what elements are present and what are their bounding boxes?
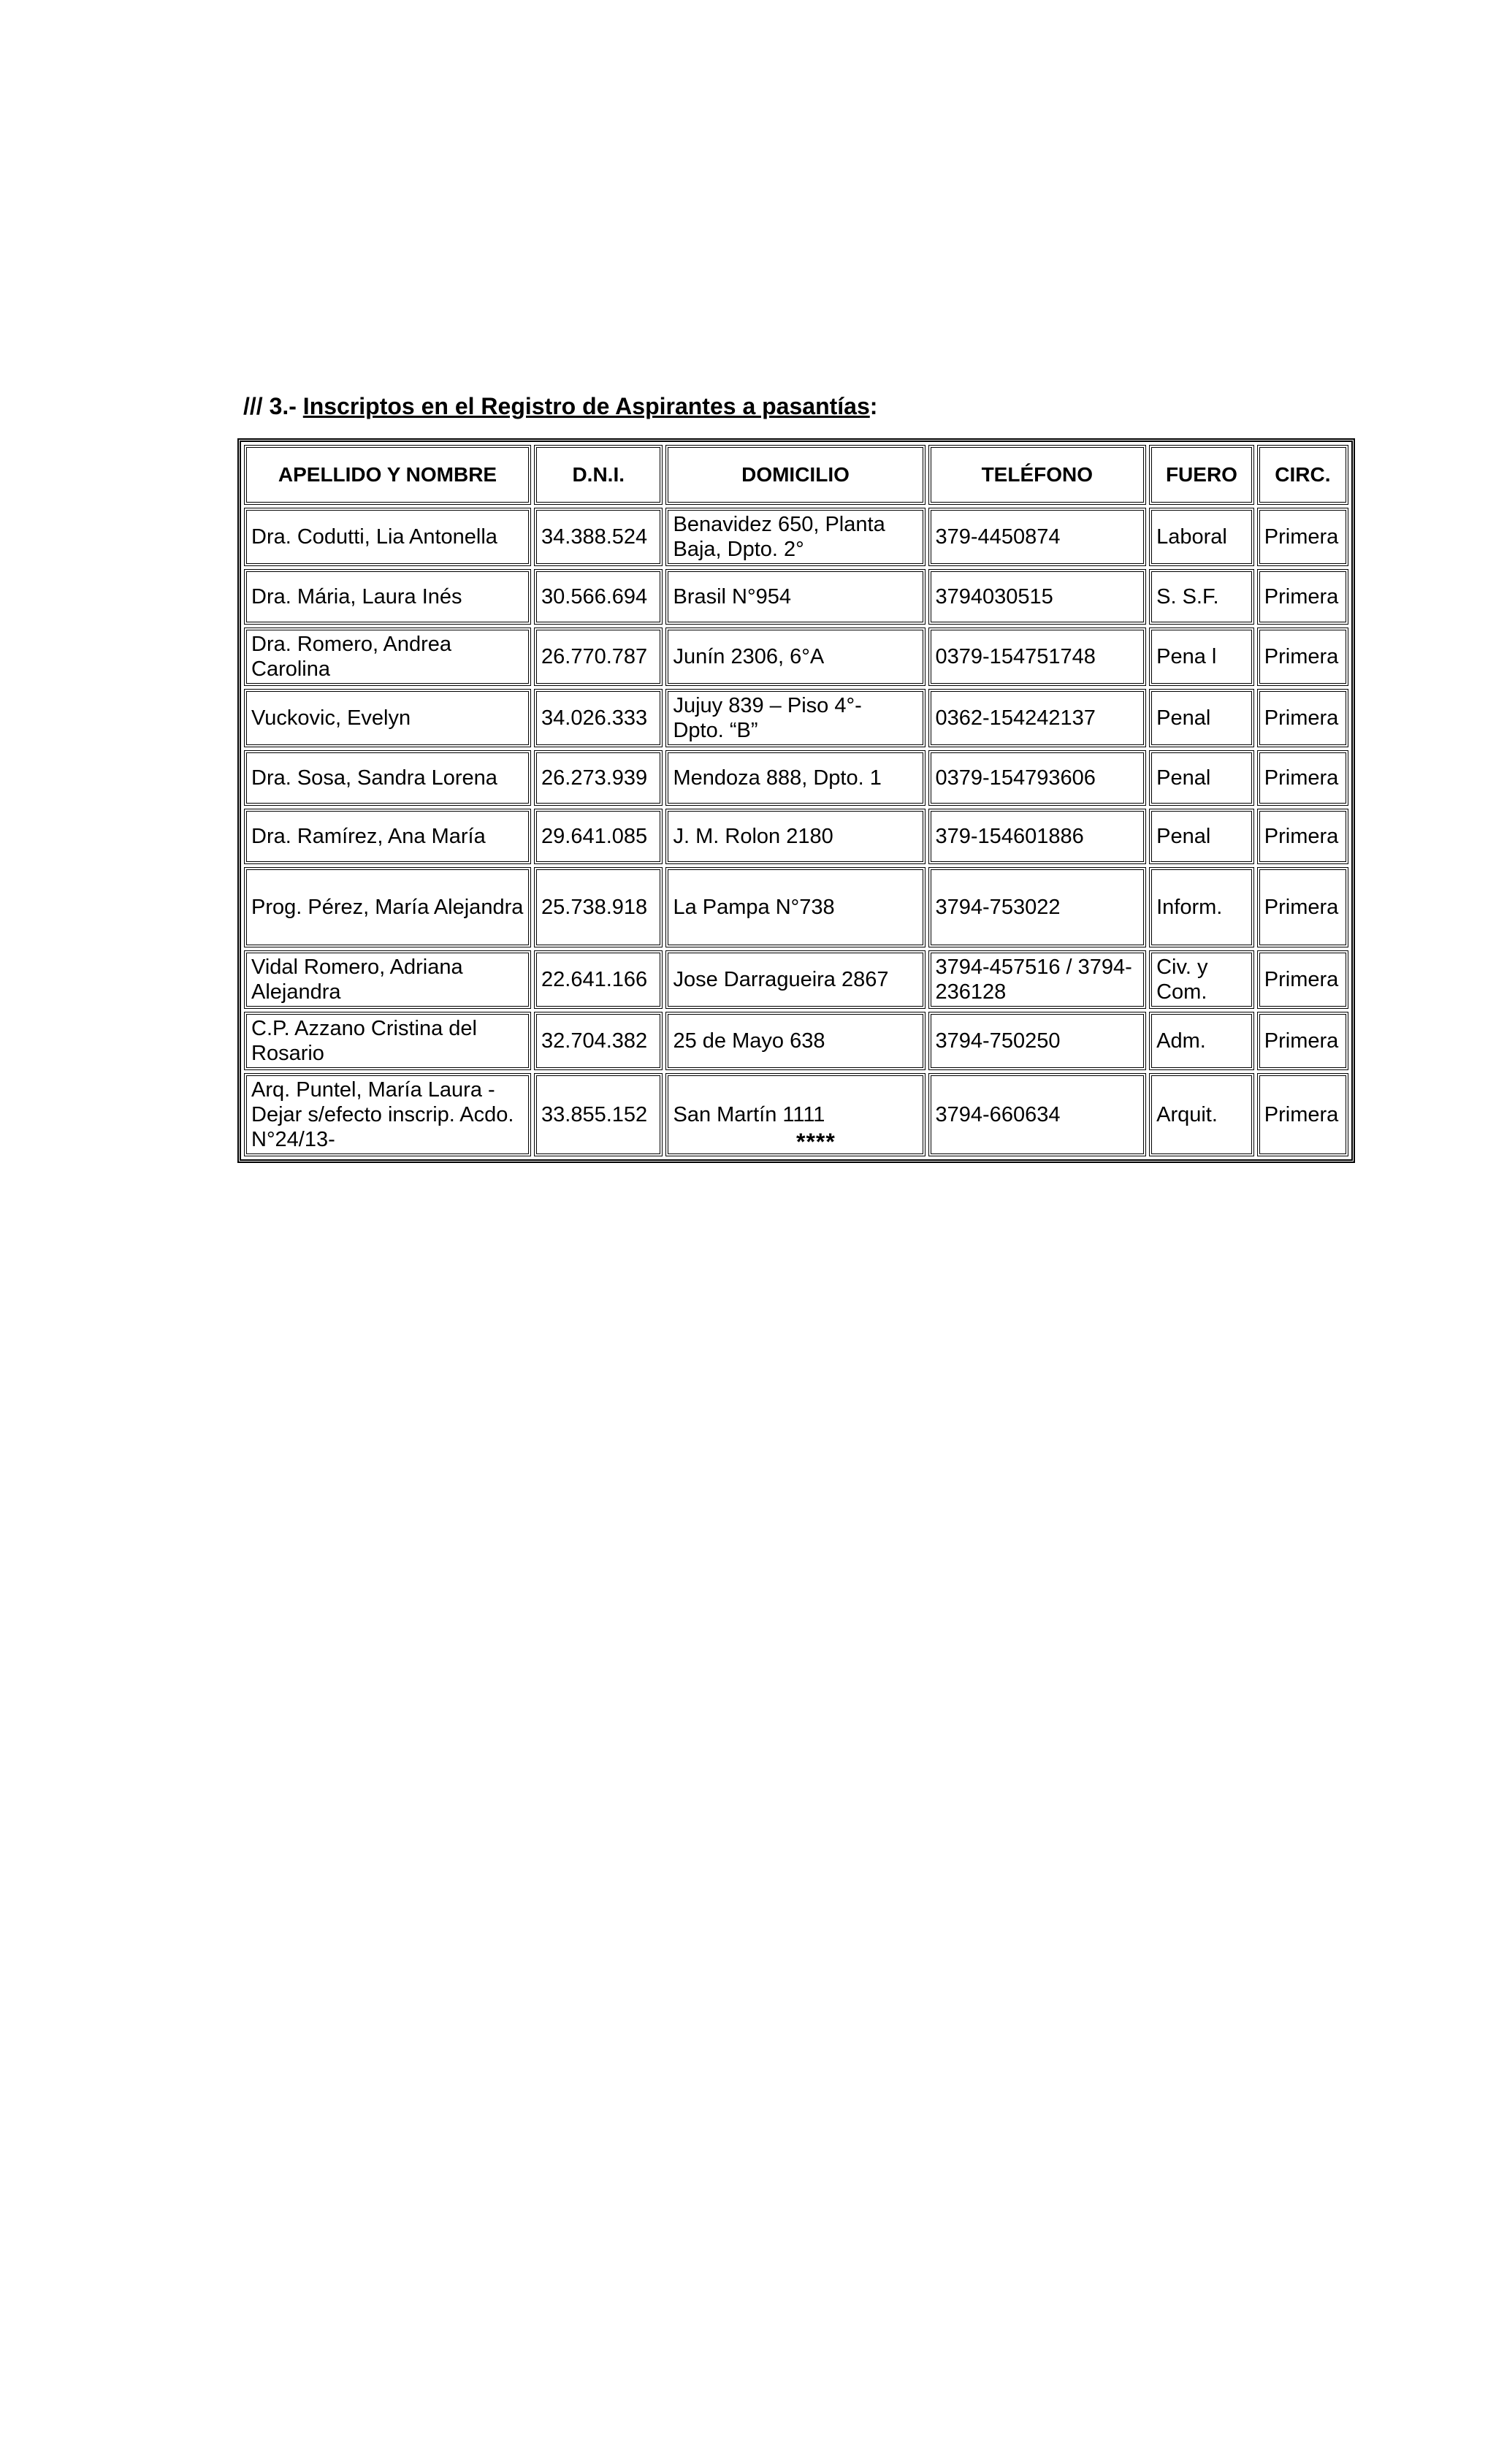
cell-circuit: Primera	[1257, 569, 1348, 625]
cell-dni: 26.273.939	[534, 750, 663, 806]
cell-jurisdiction: Inform.	[1149, 867, 1254, 947]
table-row	[244, 689, 1348, 747]
registry-table	[237, 438, 1355, 1163]
cell-address: San Martín 1111	[665, 1073, 925, 1156]
table-row	[244, 950, 1348, 1009]
cell-name: Dra. Mária, Laura Inés	[244, 569, 531, 625]
table-row	[244, 750, 1348, 806]
cell-jurisdiction: Penal	[1149, 809, 1254, 864]
cell-dni: 25.738.918	[534, 867, 663, 947]
table-row	[244, 628, 1348, 686]
cell-dni: 32.704.382	[534, 1012, 663, 1070]
cell-name: Vidal Romero, Adriana Alejandra	[244, 950, 531, 1009]
cell-name: Dra. Sosa, Sandra Lorena	[244, 750, 531, 806]
cell-dni: 34.026.333	[534, 689, 663, 747]
cell-address: Jose Darragueira 2867	[665, 950, 925, 1009]
cell-address: J. M. Rolon 2180	[665, 809, 925, 864]
cell-phone: 379-154601886	[928, 809, 1147, 864]
cell-name: Dra. Codutti, Lia Antonella	[244, 508, 531, 566]
cell-name: Prog. Pérez, María Alejandra	[244, 867, 531, 947]
cell-phone: 379-4450874	[928, 508, 1147, 566]
cell-jurisdiction: Penal	[1149, 750, 1254, 806]
header-cell-name: APELLIDO Y NOMBRE	[244, 445, 531, 505]
cell-name: C.P. Azzano Cristina del Rosario	[244, 1012, 531, 1070]
table-row	[244, 569, 1348, 625]
heading-prefix: /// 3.-	[243, 393, 303, 419]
cell-phone: 3794-660634	[928, 1073, 1147, 1156]
header-cell-phone: TELÉFONO	[928, 445, 1147, 505]
cell-jurisdiction: Adm.	[1149, 1012, 1254, 1070]
header-cell-circuit: CIRC.	[1257, 445, 1348, 505]
cell-circuit: Primera	[1257, 750, 1348, 806]
cell-jurisdiction: S. S.F.	[1149, 569, 1254, 625]
cell-circuit: Primera	[1257, 1073, 1348, 1156]
table-row	[244, 809, 1348, 864]
cell-name: Dra. Romero, Andrea Carolina	[244, 628, 531, 686]
header-cell-jurisdiction: FUERO	[1149, 445, 1254, 505]
cell-phone: 3794-753022	[928, 867, 1147, 947]
cell-phone: 0379-154793606	[928, 750, 1147, 806]
cell-name: Dra. Ramírez, Ana María	[244, 809, 531, 864]
cell-circuit: Primera	[1257, 867, 1348, 947]
cell-circuit: Primera	[1257, 809, 1348, 864]
cell-jurisdiction: Civ. y Com.	[1149, 950, 1254, 1009]
end-marker: ****	[796, 1129, 836, 1155]
cell-dni: 34.388.524	[534, 508, 663, 566]
cell-dni: 33.855.152	[534, 1073, 663, 1156]
cell-address: Benavidez 650, Planta Baja, Dpto. 2°	[665, 508, 925, 566]
cell-address: La Pampa N°738	[665, 867, 925, 947]
cell-address: Mendoza 888, Dpto. 1	[665, 750, 925, 806]
cell-phone: 3794-750250	[928, 1012, 1147, 1070]
header-cell-address: DOMICILIO	[665, 445, 925, 505]
cell-circuit: Primera	[1257, 508, 1348, 566]
cell-dni: 26.770.787	[534, 628, 663, 686]
cell-phone: 3794030515	[928, 569, 1147, 625]
section-heading	[243, 393, 877, 420]
cell-jurisdiction: Laboral	[1149, 508, 1254, 566]
cell-name: Arq. Puntel, María Laura -Dejar s/efecto inscrip. Acdo. N°24/13-	[244, 1073, 531, 1156]
cell-address: Brasil N°954	[665, 569, 925, 625]
cell-dni: 30.566.694	[534, 569, 663, 625]
cell-phone: 0379-154751748	[928, 628, 1147, 686]
table-row	[244, 508, 1348, 566]
cell-circuit: Primera	[1257, 950, 1348, 1009]
cell-address: 25 de Mayo 638	[665, 1012, 925, 1070]
cell-address: Junín 2306, 6°A	[665, 628, 925, 686]
cell-phone: 3794-457516 / 3794-236128	[928, 950, 1147, 1009]
heading-title: Inscriptos en el Registro de Aspirantes a pasantías	[302, 393, 870, 419]
cell-circuit: Primera	[1257, 628, 1348, 686]
cell-address: Jujuy 839 – Piso 4°- Dpto. “B”	[665, 689, 925, 747]
table-header-row	[244, 445, 1348, 505]
cell-circuit: Primera	[1257, 1012, 1348, 1070]
header-cell-dni: D.N.I.	[534, 445, 663, 505]
cell-jurisdiction: Arquit.	[1149, 1073, 1254, 1156]
table-row	[244, 867, 1348, 947]
cell-jurisdiction: Pena l	[1149, 628, 1254, 686]
cell-dni: 22.641.166	[534, 950, 663, 1009]
cell-phone: 0362-154242137	[928, 689, 1147, 747]
heading-suffix: :	[869, 393, 878, 419]
cell-circuit: Primera	[1257, 689, 1348, 747]
cell-jurisdiction: Penal	[1149, 689, 1254, 747]
cell-name: Vuckovic, Evelyn	[244, 689, 531, 747]
cell-dni: 29.641.085	[534, 809, 663, 864]
table-row	[244, 1012, 1348, 1070]
